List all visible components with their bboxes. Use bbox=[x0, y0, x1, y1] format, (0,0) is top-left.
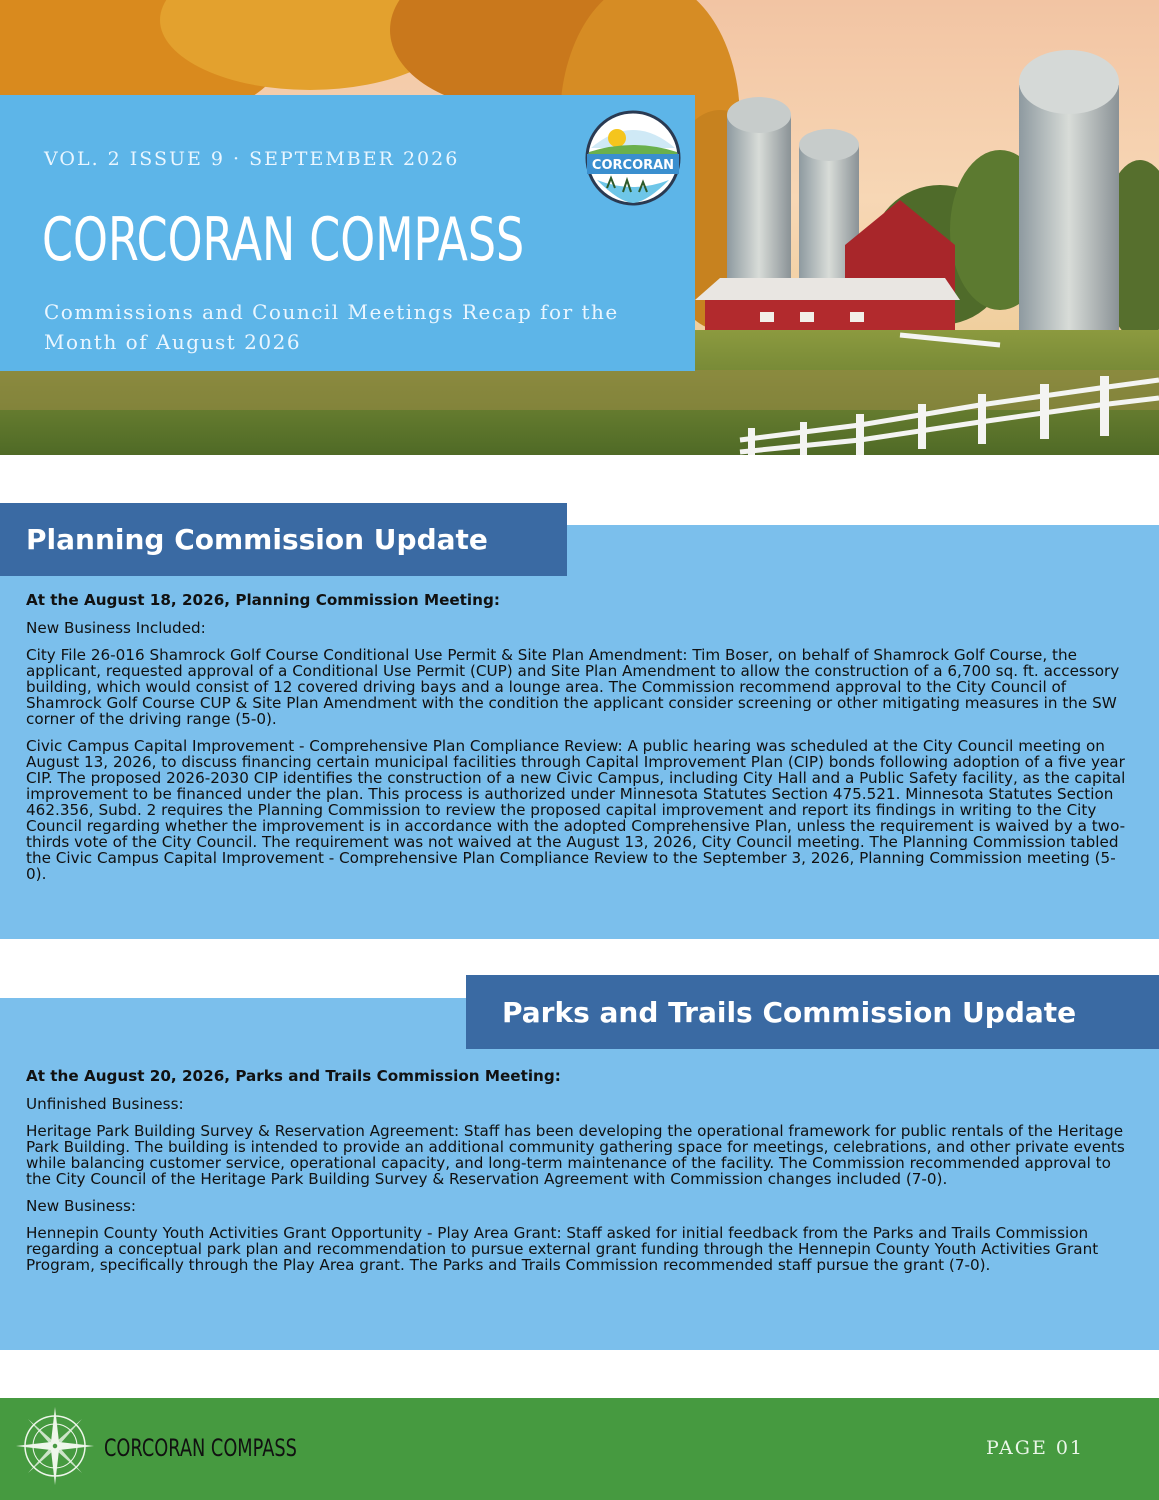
parks-section-title: Parks and Trails Commission Update bbox=[502, 995, 1077, 1029]
parks-paragraph: Unfinished Business: bbox=[26, 1095, 184, 1113]
parks-section-content bbox=[26, 1068, 1136, 1284]
planning-paragraph: City File 26-016 Shamrock Golf Course Conditional Use Permit & Site Plan Amendment: Tim Boser, on behalf of Shamrock Golf Course, the applicant, requested approval of a Conditional Use Permit (CUP) and Site Plan Amendment to allow the construction of a 6,700 sq. ft. accessory building, which would consist of 12 covered driving bays and a lounge area. The Commission recommend approval to the City Council of Shamrock Golf Course CUP & Site Plan Amendment with the condition the applicant consider screening or other mitigating measures in the SW corner of the driving range (5-0). bbox=[26, 646, 1120, 728]
footer-publication-name: CORCORAN COMPASS bbox=[104, 1434, 297, 1462]
parks-paragraph: Hennepin County Youth Activities Grant Opportunity - Play Area Grant: Staff asked for initial feedback from the Parks and Trails Commission regarding a conceptual park plan and recommendation to pursue external grant funding through the Hennepin County Youth Activities Grant Program, specifically through the Play Area grant. The Parks and Trails Commission recommended staff pursue the grant (7-0). bbox=[26, 1224, 1099, 1274]
planning-section-heading bbox=[0, 503, 567, 576]
planning-paragraph: New Business Included: bbox=[26, 619, 206, 637]
planning-paragraph: Civic Campus Capital Improvement - Comprehensive Plan Compliance Review: A public hearing was scheduled at the City Council meeting on August 13, 2026, to discuss financing certain municipal facilities through Capital Improvement Plan (CIP) bonds following adoption of a five year CIP. The proposed 2026-2030 CIP identifies the construction of a new Civic Campus, including City Hall and a Public Safety facility, as the capital improvement to be financed under the plan. This process is authorized under Minnesota Statutes Section 475.521. Minnesota Statutes Section 462.356, Subd. 2 requires the Planning Commission to review the proposed capital improvement and report its findings in writing to the City Council regarding whether the improvement is in accordance with the adopted Comprehensive Plan, unless the requirement is waived by a two-thirds vote of the City Council. The requirement was not waived at the August 13, 2026, City Council meeting. The Planning Commission tabled the Civic Campus Capital Improvement - Comprehensive Plan Compliance Review to the September 3, 2026, Planning Commission meeting (5-0). bbox=[26, 737, 1126, 883]
planning-meeting-lead: At the August 18, 2026, Planning Commission Meeting: bbox=[26, 591, 500, 609]
issue-line: VOL. 2 ISSUE 9 · SEPTEMBER 2026 bbox=[44, 148, 460, 170]
page-subtitle: Commissions and Council Meetings Recap for the Month of August 2026 bbox=[44, 300, 619, 354]
parks-section-heading bbox=[466, 975, 1159, 1049]
svg-text:CORCORAN: CORCORAN bbox=[591, 158, 675, 173]
planning-section-content bbox=[26, 592, 1136, 893]
page-title: CORCORAN COMPASS bbox=[42, 205, 525, 275]
parks-paragraph: New Business: bbox=[26, 1197, 137, 1215]
planning-section-title: Planning Commission Update bbox=[26, 523, 488, 556]
corcoran-logo bbox=[577, 108, 689, 208]
page-number: PAGE 01 bbox=[986, 1437, 1085, 1459]
compass-icon bbox=[14, 1405, 96, 1487]
parks-paragraph: Heritage Park Building Survey & Reservation Agreement: Staff has been developing the operational framework for public rentals of the Heritage Park Building. The building is intended to provide an additional community gathering space for meetings, celebrations, and other private events while balancing customer service, operational capacity, and long-term maintenance of the facility. The Commission recommended approval to the City Council of the Heritage Park Building Survey & Reservation Agreement with Commission changes included (7-0). bbox=[26, 1122, 1125, 1188]
parks-meeting-lead: At the August 20, 2026, Parks and Trails Commission Meeting: bbox=[26, 1067, 561, 1085]
